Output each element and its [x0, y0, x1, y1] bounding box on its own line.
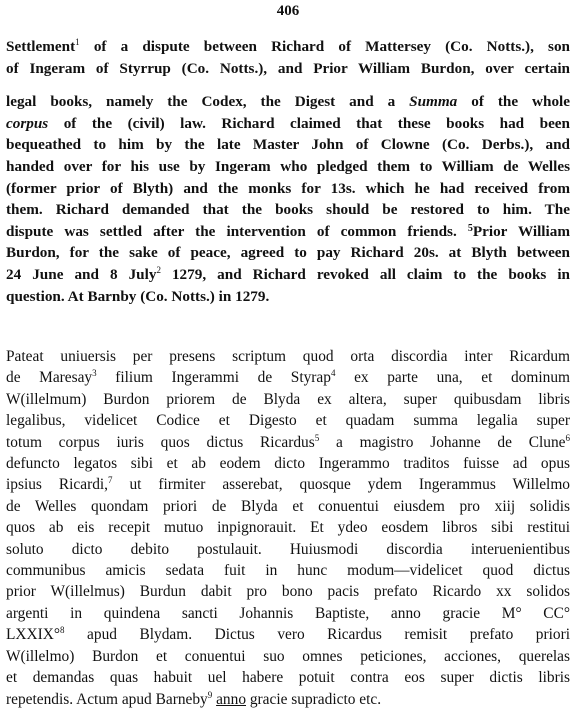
footnote-ref: 4 [330, 368, 336, 379]
footnote-ref: 5 [314, 432, 320, 443]
summary-text: of a dispute between Richard of Mattersey (Co. Notts.), son [79, 38, 570, 55]
summary-line: question. At Barnby (Co. Notts.) in 1279. [6, 287, 270, 305]
latin-line: communibus amicis sedata fuit in hunc modum—videlicet quod dictus [6, 562, 570, 580]
latin-line: defuncto legatos sibi et ab eodem dicto Ingerammo traditos fuisse ad opus [6, 455, 570, 473]
summary-text: of the whole [457, 93, 570, 111]
summary-line [6, 264, 570, 286]
summary-text: Prior William [472, 222, 570, 240]
latin-text-run: repetendis. Actum apud Barneby [6, 690, 208, 708]
latin-line [6, 432, 570, 453]
summary-text: legal books, namely the Codex, the Digest and a [6, 93, 410, 111]
summary-line: (former prior of Blyth) and the monks for 13s. which he had received from [6, 179, 570, 197]
page-number: 406 [276, 3, 300, 19]
summary-line [6, 113, 570, 135]
footnote-ref: 6 [565, 432, 570, 443]
latin-line: prior W(illelmus) Burdun dabit pro bono pacis prefato Ricardo xx solidos [6, 583, 570, 601]
marginal-marker: 5 [467, 222, 473, 234]
footnote-ref: 2 [156, 264, 161, 275]
summary-text: Settlement [6, 38, 76, 55]
summary-line: handed over for his use by Ingeram who pledged them to William de Welles [6, 157, 570, 175]
footnote-ref: 1 [75, 37, 80, 47]
footnote-ref: 8 [60, 625, 65, 636]
latin-line: de Welles quondam priori de Blyda et conuentui eiusdem pro xiij solidis [6, 497, 570, 515]
latin-text-run: ut firmiter asserebat, quosque ydem Ingerammus Willelmo [112, 476, 570, 494]
footnote-ref: 7 [108, 475, 113, 486]
latin-line: legalibus, videlicet Codice et Digesto et quadam summa legalia super [6, 412, 570, 430]
latin-text-run: apud Blydam. Dictus vero Ricardus remisit prefato priori [64, 626, 570, 644]
latin-underlined-text: anno [216, 690, 247, 708]
summary-text: 24 June and 8 July [6, 265, 157, 283]
paragraph-gap [6, 79, 570, 91]
latin-line: W(illelmum) Burdon priorem de Blyda ex altera, super quibusdam libris [6, 390, 570, 408]
summary-line: of Ingeram of Styrrup (Co. Notts.), and Prior William Burdon, over certain [6, 59, 570, 77]
summary-line [6, 91, 570, 113]
latin-text-run: totum corpus iuris quos dictus Ricardus [6, 433, 315, 451]
latin-line [6, 689, 570, 710]
latin-text-run: ipsius Ricardi, [6, 476, 109, 494]
latin-line: soluto dicto debito postulauit. Huiusmodi discordia interuenientibus [6, 540, 570, 558]
summary-line [6, 221, 570, 243]
latin-line: quos ab eis recepit mutuo inpignorauit. Et ydeo eosdem libros sibi restitui [6, 519, 570, 537]
footnote-ref: 3 [92, 368, 97, 379]
latin-line [6, 474, 570, 495]
latin-text-run: de Maresay [6, 369, 93, 387]
summary-text: of the (civil) law. Richard claimed that these books had been [48, 114, 570, 132]
summary-text: dispute was settled after the intervention of common friends. [6, 222, 468, 240]
latin-text-run: filium Ingerammi de Styrap [96, 369, 331, 387]
english-summary [6, 36, 570, 307]
summary-text: 1279, and Richard revoked all claim to the books in [160, 265, 570, 283]
latin-text-run: ex parte una, et dominum [335, 369, 570, 387]
latin-line: et demandas quas habuit uel habere potuit contra eos super dictis libris [6, 669, 570, 687]
summary-line: them. Richard demanded that the books should be restored to him. The [6, 201, 570, 219]
summary-italic-text: Summa [409, 93, 458, 111]
latin-line: argenti in quindena sancti Johannis Baptiste, anno gracie M° CC° [6, 604, 570, 622]
summary-line: bequeathed to him by the late Master John of Clowne (Co. Derbs.), and [6, 136, 570, 154]
summary-italic-text: corpus [6, 114, 49, 132]
latin-text-run: LXXIX° [6, 626, 61, 644]
latin-line [6, 367, 570, 388]
latin-text-run: a magistro Johanne de Clune [319, 433, 566, 451]
summary-line [6, 36, 570, 58]
latin-line: W(illelmo) Burdon et conuentui suo omnes peticiones, acciones, querelas [6, 647, 570, 665]
footnote-ref: 9 [207, 689, 213, 700]
latin-line: Pateat uniuersis per presens scriptum quod orta discordia inter Ricardum [6, 348, 570, 365]
latin-text-run: gracie supradicto etc. [246, 690, 382, 708]
latin-text [6, 346, 570, 710]
latin-line [6, 624, 570, 645]
summary-line: Burdon, for the sake of peace, agreed to pay Richard 20s. at Blyth between [6, 244, 570, 262]
